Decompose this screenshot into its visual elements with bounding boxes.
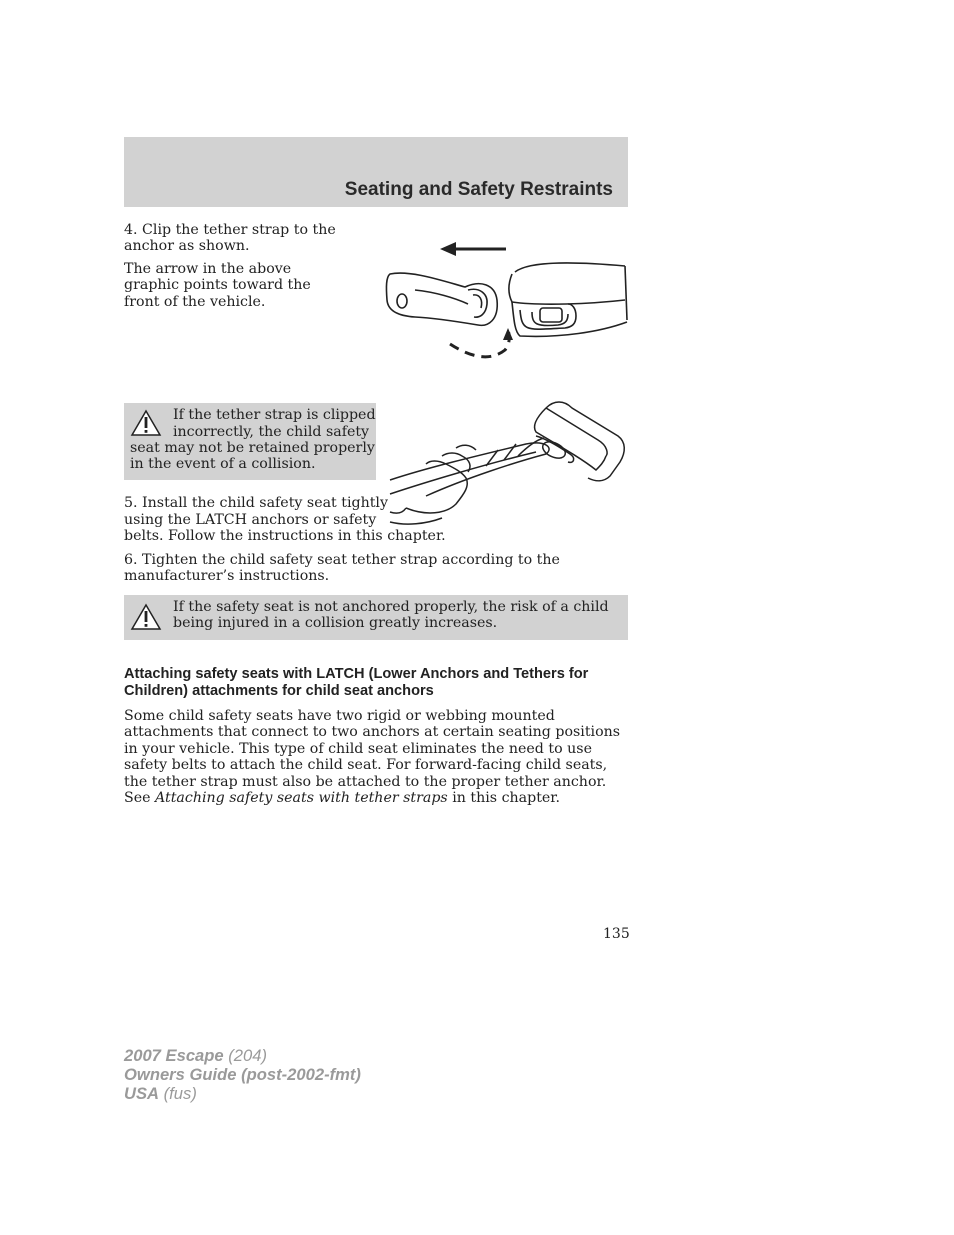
step-6-line-2: manufacturer’s instructions. [124, 568, 330, 584]
step-5-line-3: belts. Follow the instructions in this chapter. [124, 528, 446, 544]
step-5-line-2: using the LATCH anchors or safety [124, 512, 377, 528]
latch-body-text-end: in this chapter. [447, 790, 561, 807]
footer-line-2: Owners Guide (post-2002-fmt) [124, 1065, 361, 1084]
step-4-text: 4. Clip the tether strap to the anchor as shown. [124, 222, 336, 255]
latch-section-body [124, 708, 630, 806]
document-footer [124, 1046, 361, 1103]
warning-box-not-anchored [124, 595, 628, 640]
cross-reference-link: Attaching safety seats with tether straps [155, 790, 448, 807]
tether-clip-illustration [380, 232, 630, 372]
warning-2-line-2: being injured in a collision greatly increases. [173, 615, 498, 631]
warning-box-tether-clipped [124, 403, 376, 480]
latch-section-heading: Attaching safety seats with LATCH (Lower Anchors and Tethers for Children) attachments for child seat anchors [124, 666, 589, 700]
warning-1-line-3: seat may not be retained properly [130, 440, 375, 456]
warning-1-line-1: If the tether strap is clipped [173, 407, 376, 423]
arrow-note-text: The arrow in the above graphic points toward the front of the vehicle. [124, 261, 311, 310]
footer-line-3: USA (fus) [124, 1084, 197, 1103]
warning-triangle-icon [130, 603, 162, 631]
page-number: 135 [603, 926, 630, 942]
warning-2-line-1: If the safety seat is not anchored properly, the risk of a child [173, 599, 609, 615]
warning-1-line-4: in the event of a collision. [130, 456, 316, 472]
latch-body-text: Some child safety seats have two rigid or webbing mounted attachments that connect to two anchors at certain seating positions in your vehicle. This type of child seat eliminates the need to use safety belts to attach the child seat. For forward-facing child seats, the tether strap must also be attached to the proper tether anchor. See [124, 708, 621, 807]
footer-line-1: 2007 Escape (204) [124, 1046, 268, 1065]
step-6-line-1: 6. Tighten the child safety seat tether strap according to the [124, 552, 560, 568]
step-5-line-1: 5. Install the child safety seat tightly [124, 495, 388, 511]
section-header-band [124, 137, 628, 207]
warning-1-line-2: incorrectly, the child safety [173, 424, 370, 440]
warning-triangle-icon [130, 409, 162, 437]
hand-clipping-tether-illustration [386, 396, 628, 530]
section-title: Seating and Safety Restraints [344, 179, 613, 200]
